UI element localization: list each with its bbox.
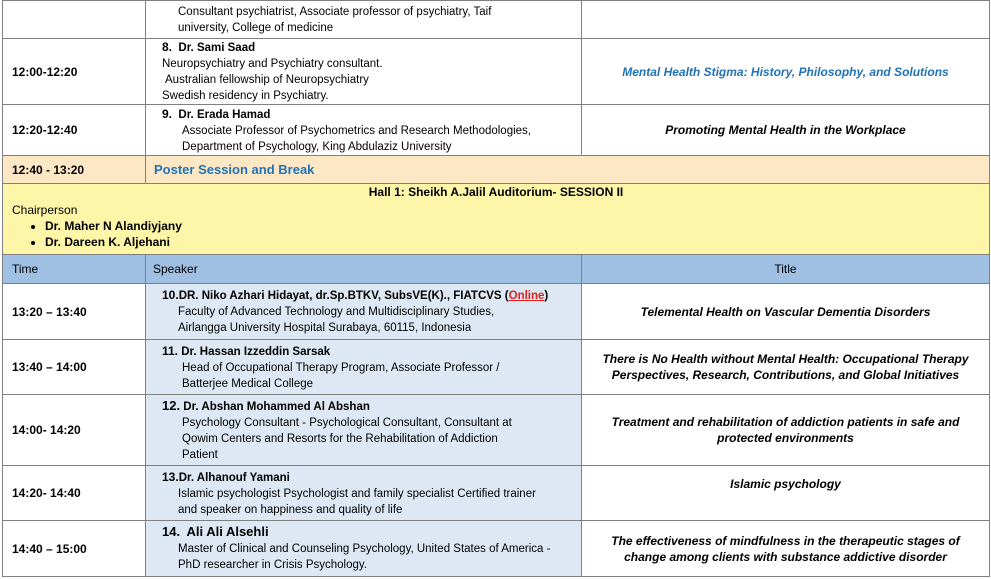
speaker-line: Head of Occupational Therapy Program, Associate Professor / xyxy=(182,361,500,374)
break-row xyxy=(3,156,990,184)
speaker-line: Islamic psychologist Psychologist and family specialist Certified trainer xyxy=(178,487,536,500)
speaker-name: 10.DR. Niko Azhari Hidayat, dr.Sp.BTKV, SubsVE(K)., FIATCVS (Online) xyxy=(162,288,549,302)
speaker-cell xyxy=(146,395,582,466)
hall-title: Hall 1: Sheikh A.Jalil Auditorium- SESSION II xyxy=(368,185,624,199)
table-row xyxy=(3,39,990,105)
header-speaker: Speaker xyxy=(146,255,582,284)
speaker-line: and speaker on happiness and quality of life xyxy=(178,503,403,516)
speaker-name xyxy=(162,343,331,358)
speaker-name xyxy=(162,397,370,413)
speaker-line: Consultant psychiatrist, Associate professor of psychiatry, Taif xyxy=(178,5,492,18)
speaker-number: 8. xyxy=(162,40,173,54)
time-cell: 12:40 - 13:20 xyxy=(3,156,146,184)
table-row xyxy=(3,284,990,340)
poster-session-label: Poster Session and Break xyxy=(146,156,990,184)
speaker-line: Associate Professor of Psychometrics and Research Methodologies, xyxy=(182,124,531,137)
speaker-cell xyxy=(146,105,582,156)
speaker-number: 9. xyxy=(162,106,173,121)
time-cell: 13:40 – 14:00 xyxy=(3,340,146,395)
speaker-line: Patient xyxy=(182,448,218,461)
table-row xyxy=(3,521,990,577)
chairperson-item: • Dr. Dareen K. Aljehani xyxy=(45,234,989,250)
speaker-cell xyxy=(146,466,582,521)
speaker-cell xyxy=(146,284,582,340)
header-time: Time xyxy=(3,255,146,284)
speaker-cell xyxy=(146,340,582,395)
time-cell: 12:20-12:40 xyxy=(3,105,146,156)
speaker-line: Qowim Centers and Resorts for the Rehabilitation of Addiction xyxy=(182,432,498,445)
table-row xyxy=(3,340,990,395)
speaker-line: Swedish residency in Psychiatry. xyxy=(162,90,329,102)
speaker-cell xyxy=(146,1,582,39)
speaker-line: Australian fellowship of Neuropsychiatry xyxy=(165,74,369,86)
time-cell xyxy=(3,1,146,39)
speaker-line: Master of Clinical and Counseling Psychology, United States of America - xyxy=(178,543,551,555)
chairperson-label: Chairperson xyxy=(12,203,78,217)
talk-title: Treatment and rehabilitation of addiction patients in safe and protected environments xyxy=(582,395,990,466)
table-row xyxy=(3,395,990,466)
speaker-line: Airlangga University Hospital Surabaya, 60115, Indonesia xyxy=(178,322,472,334)
time-cell: 14:20- 14:40 xyxy=(3,466,146,521)
talk-title: Telemental Health on Vascular Dementia Disorders xyxy=(582,284,990,340)
time-cell: 14:40 – 15:00 xyxy=(3,521,146,577)
online-link[interactable]: Online xyxy=(508,290,545,302)
talk-title: Mental Health Stigma: History, Philosophy, and Solutions xyxy=(582,39,990,105)
table-row xyxy=(3,105,990,156)
talk-title: The effectiveness of mindfulness in the therapeutic stages of change among clients with substance addictive disorder xyxy=(582,521,990,577)
speaker-line: Faculty of Advanced Technology and Multidisciplinary Studies, xyxy=(178,306,495,318)
speaker-line: Department of Psychology, King Abdulaziz University xyxy=(182,140,452,153)
table-row xyxy=(3,1,990,39)
speaker-line: university, College of medicine xyxy=(178,21,334,34)
speaker-line: Batterjee Medical College xyxy=(182,377,314,390)
speaker-cell xyxy=(146,39,582,105)
speaker-cell xyxy=(146,521,582,577)
time-cell: 12:00-12:20 xyxy=(3,39,146,105)
speaker-name-text: Dr. Sami Saad xyxy=(178,42,256,54)
talk-title: Islamic psychology xyxy=(582,466,990,521)
session-cell xyxy=(3,184,990,255)
speaker-line: Psychology Consultant - Psychological Consultant, Consultant at xyxy=(182,416,512,429)
speaker-name-text: Ali Ali Alsehli xyxy=(186,524,269,539)
time-cell: 14:00- 14:20 xyxy=(3,395,146,466)
speaker-name xyxy=(162,106,271,121)
chairperson-item: • Dr. Maher N Alandiyjany xyxy=(45,218,989,234)
table-header-row xyxy=(3,255,990,284)
session-row xyxy=(3,184,990,255)
speaker-name xyxy=(162,469,290,484)
schedule-table xyxy=(2,0,990,577)
chairperson-list xyxy=(3,218,989,250)
speaker-name-text: Dr. Hassan Izzeddin Sarsak xyxy=(181,345,331,358)
talk-title: Promoting Mental Health in the Workplace xyxy=(582,105,990,156)
speaker-name-text: Dr. Alhanouf Yamani xyxy=(178,471,290,484)
speaker-name xyxy=(162,42,255,54)
speaker-number: 10. xyxy=(162,288,179,302)
speaker-name-text: Dr. Abshan Mohammed Al Abshan xyxy=(183,400,370,413)
speaker-name xyxy=(162,524,269,539)
header-title: Title xyxy=(582,255,990,284)
speaker-number: 12. xyxy=(162,397,181,413)
speaker-line: PhD researcher in Crisis Psychology. xyxy=(178,559,367,571)
speaker-number: 13. xyxy=(162,469,179,484)
speaker-name-text: Dr. Erada Hamad xyxy=(178,108,271,121)
speaker-number: 14. xyxy=(162,524,181,539)
speaker-name-text: DR. Niko Azhari Hidayat, dr.Sp.BTKV, SubsVE(K)., FIATCVS xyxy=(178,290,502,302)
talk-title: There is No Health without Mental Health: Occupational Therapy Perspectives, Research, Contributions, and Global Initiatives xyxy=(582,340,990,395)
speaker-line: Neuropsychiatry and Psychiatry consultant. xyxy=(162,58,383,70)
title-cell xyxy=(582,1,990,39)
time-cell: 13:20 – 13:40 xyxy=(3,284,146,340)
table-row xyxy=(3,466,990,521)
speaker-number: 11. xyxy=(162,343,179,358)
